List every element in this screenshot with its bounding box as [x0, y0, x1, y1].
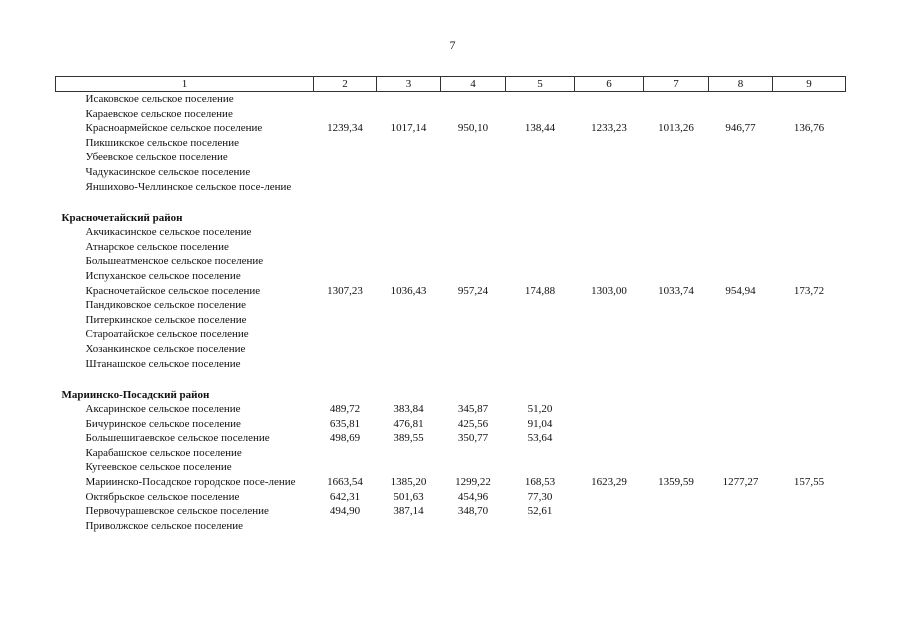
settlement-name: Староатайское сельское поселение [85, 328, 249, 341]
value-cell: 1623,29 [591, 476, 627, 489]
value-cell [314, 460, 377, 475]
value-cell [377, 136, 441, 151]
value-cell [644, 490, 709, 505]
value-cell [709, 165, 773, 180]
value-cell [377, 357, 441, 372]
value-cell [377, 446, 441, 461]
settlement-name: Красноармейское сельское поселение [85, 122, 263, 135]
district-row [56, 385, 846, 402]
settlement-name: Кугеевское сельское поселение [85, 461, 232, 474]
value-cell [773, 180, 846, 195]
value-cell: 1307,23 [327, 284, 363, 297]
value-cell [709, 357, 773, 372]
value-cell [314, 519, 377, 534]
value-cell [773, 225, 846, 240]
settlement-name: Приволжское сельское поселение [85, 519, 244, 532]
value-cell: 348,70 [457, 505, 489, 518]
value-cell: 1299,22 [455, 476, 491, 489]
value-cell: 53,64 [527, 432, 553, 445]
table-row [56, 475, 846, 490]
value-cell [644, 504, 709, 519]
value-cell [377, 313, 441, 328]
value-cell: 387,14 [393, 505, 424, 518]
value-cell: 1033,74 [658, 284, 694, 297]
value-cell [441, 254, 506, 269]
table-row [56, 165, 846, 180]
value-cell [314, 313, 377, 328]
table-row [56, 446, 846, 461]
table-row [56, 136, 846, 151]
value-cell: 168,53 [524, 476, 556, 489]
value-cell: 1359,59 [658, 476, 694, 489]
value-cell [575, 298, 644, 313]
value-cell [773, 92, 846, 107]
value-cell [441, 313, 506, 328]
value-cell [377, 460, 441, 475]
value-cell [441, 357, 506, 372]
value-cell [773, 490, 846, 505]
column-header: 7 [644, 77, 709, 92]
value-cell [709, 150, 773, 165]
value-cell [377, 107, 441, 122]
value-cell [575, 327, 644, 342]
value-cell [314, 269, 377, 284]
settlement-name: Аксаринское сельское поселение [85, 403, 241, 416]
table-row [56, 92, 846, 107]
table-row [56, 402, 846, 417]
value-cell: 173,72 [793, 284, 825, 297]
value-cell [644, 342, 709, 357]
value-cell [314, 225, 377, 240]
settlement-name: Чадукасинское сельское поселение [85, 165, 251, 178]
value-cell: 1385,20 [390, 476, 427, 489]
value-cell [644, 431, 709, 446]
value-cell [506, 180, 575, 195]
value-cell [773, 150, 846, 165]
value-cell [441, 165, 506, 180]
value-cell [506, 446, 575, 461]
table-row [56, 357, 846, 372]
column-header: 5 [506, 77, 575, 92]
value-cell [575, 431, 644, 446]
settlement-name: Пандиковское сельское поселение [85, 299, 246, 312]
value-cell [773, 240, 846, 255]
settlement-name: Питеркинское сельское поселение [85, 313, 247, 326]
value-cell [773, 269, 846, 284]
value-cell [709, 254, 773, 269]
spacer-row [56, 194, 846, 208]
value-cell: 476,81 [393, 417, 424, 430]
value-cell [644, 240, 709, 255]
value-cell: 1233,23 [591, 122, 627, 135]
table-row [56, 313, 846, 328]
settlement-name: Октябрьское сельское поселение [85, 490, 240, 503]
settlement-name: Большешигаевское сельское поселение [85, 432, 270, 445]
value-cell [506, 107, 575, 122]
table-row [56, 150, 846, 165]
table-body [56, 92, 846, 534]
value-cell [575, 150, 644, 165]
column-header: 3 [377, 77, 441, 92]
value-cell [575, 519, 644, 534]
value-cell [709, 519, 773, 534]
value-cell [314, 298, 377, 313]
value-cell [575, 342, 644, 357]
settlement-name: Штанашское сельское поселение [85, 357, 241, 370]
value-cell [773, 402, 846, 417]
value-cell [709, 92, 773, 107]
value-cell [575, 225, 644, 240]
column-header: 8 [709, 77, 773, 92]
table-row [56, 254, 846, 269]
value-cell [377, 298, 441, 313]
value-cell [441, 92, 506, 107]
value-cell: 501,63 [393, 490, 424, 503]
table-row [56, 417, 846, 432]
value-cell [441, 269, 506, 284]
value-cell [506, 150, 575, 165]
value-cell: 138,44 [524, 122, 556, 135]
value-cell [377, 240, 441, 255]
value-cell [773, 446, 846, 461]
value-cell: 174,88 [524, 284, 556, 297]
value-cell [709, 446, 773, 461]
table-row [56, 460, 846, 475]
value-cell [644, 150, 709, 165]
value-cell: 642,31 [329, 490, 361, 503]
value-cell [575, 92, 644, 107]
spacer-cell [56, 371, 846, 385]
value-cell [709, 313, 773, 328]
value-cell [773, 357, 846, 372]
value-cell [377, 519, 441, 534]
value-cell [377, 165, 441, 180]
table-row [56, 269, 846, 284]
value-cell [314, 357, 377, 372]
value-cell [506, 92, 575, 107]
value-cell: 1663,54 [327, 476, 363, 489]
value-cell [441, 519, 506, 534]
value-cell [377, 269, 441, 284]
value-cell [575, 269, 644, 284]
value-cell [575, 490, 644, 505]
value-cell [441, 225, 506, 240]
value-cell [644, 107, 709, 122]
settlement-name: Атнарское сельское поселение [85, 240, 229, 253]
spacer-row [56, 371, 846, 385]
value-cell: 950,10 [457, 122, 489, 135]
value-cell: 136,76 [793, 122, 825, 135]
table-row [56, 519, 846, 534]
table-row [56, 180, 846, 195]
value-cell: 345,87 [457, 403, 489, 416]
value-cell [377, 254, 441, 269]
settlement-name: Караевское сельское поселение [85, 107, 233, 120]
value-cell: 946,77 [725, 122, 756, 135]
value-cell [709, 180, 773, 195]
settlement-name: Исаковское сельское поселение [85, 93, 234, 105]
value-cell [506, 254, 575, 269]
value-cell: 954,94 [725, 284, 756, 297]
value-cell [506, 298, 575, 313]
value-cell [644, 357, 709, 372]
value-cell: 350,77 [457, 432, 489, 445]
value-cell [506, 269, 575, 284]
value-cell [506, 136, 575, 151]
value-cell: 1303,00 [591, 284, 627, 297]
value-cell [575, 446, 644, 461]
table-row [56, 284, 846, 299]
value-cell: 51,20 [527, 403, 553, 416]
value-cell: 425,56 [457, 417, 489, 430]
table-row [56, 240, 846, 255]
value-cell [773, 460, 846, 475]
header-row [56, 77, 846, 92]
value-cell [709, 327, 773, 342]
value-cell: 957,24 [457, 284, 489, 297]
value-cell [314, 342, 377, 357]
value-cell: 157,55 [793, 476, 825, 489]
value-cell [314, 254, 377, 269]
district-title: Красночетайский район [61, 211, 183, 224]
value-cell [644, 460, 709, 475]
value-cell [644, 92, 709, 107]
value-cell [575, 313, 644, 328]
table-row [56, 298, 846, 313]
value-cell [709, 240, 773, 255]
column-header: 9 [773, 77, 846, 92]
value-cell [506, 240, 575, 255]
value-cell [575, 165, 644, 180]
value-cell [314, 150, 377, 165]
value-cell: 1036,43 [390, 284, 427, 297]
value-cell: 494,90 [329, 505, 361, 518]
settlement-name: Бичуринское сельское поселение [85, 417, 241, 430]
table-row [56, 431, 846, 446]
table-row [56, 107, 846, 122]
value-cell [773, 313, 846, 328]
settlement-name: Акчикасинское сельское поселение [85, 226, 252, 239]
column-header: 4 [441, 77, 506, 92]
settlement-name: Мариинско-Посадское городское посе-ление [85, 476, 296, 489]
value-cell [506, 225, 575, 240]
value-cell [441, 136, 506, 151]
table-row [56, 225, 846, 240]
value-cell [575, 254, 644, 269]
settlement-name: Убеевское сельское поселение [85, 151, 228, 164]
column-header: 6 [575, 77, 644, 92]
value-cell [441, 327, 506, 342]
value-cell [644, 313, 709, 328]
value-cell: 1017,14 [390, 122, 427, 135]
value-cell [575, 107, 644, 122]
table-row [56, 342, 846, 357]
value-cell [575, 402, 644, 417]
value-cell [314, 165, 377, 180]
value-cell [377, 342, 441, 357]
column-header: 2 [314, 77, 377, 92]
value-cell [773, 431, 846, 446]
value-cell [709, 298, 773, 313]
value-cell [314, 240, 377, 255]
value-cell [314, 446, 377, 461]
settlement-name: Красночетайское сельское поселение [85, 284, 261, 297]
value-cell: 635,81 [329, 417, 361, 430]
value-cell [644, 269, 709, 284]
value-cell [773, 136, 846, 151]
value-cell [506, 357, 575, 372]
value-cell [506, 460, 575, 475]
value-cell: 52,61 [527, 505, 553, 518]
value-cell [575, 136, 644, 151]
value-cell [709, 460, 773, 475]
value-cell [644, 180, 709, 195]
table-header [56, 77, 846, 92]
value-cell [377, 225, 441, 240]
value-cell [575, 357, 644, 372]
page-number: 7 [449, 38, 456, 52]
value-cell [377, 180, 441, 195]
value-cell [644, 417, 709, 432]
value-cell [709, 342, 773, 357]
value-cell [773, 298, 846, 313]
value-cell [506, 519, 575, 534]
settlement-name: Первочурашевское сельское поселение [85, 505, 269, 518]
value-cell [709, 402, 773, 417]
table-row [56, 327, 846, 342]
value-cell [377, 150, 441, 165]
value-cell [773, 107, 846, 122]
value-cell [644, 225, 709, 240]
value-cell [709, 504, 773, 519]
value-cell [709, 136, 773, 151]
value-cell: 1013,26 [658, 122, 694, 135]
value-cell: 498,69 [329, 432, 361, 445]
value-cell [575, 504, 644, 519]
settlement-name: Яншихово-Челлинское сельское посе-ление [85, 180, 292, 193]
value-cell: 91,04 [527, 417, 553, 430]
value-cell: 77,30 [527, 490, 553, 503]
value-cell [575, 240, 644, 255]
value-cell [644, 446, 709, 461]
value-cell [441, 180, 506, 195]
district-row [56, 208, 846, 225]
settlement-name: Карабашское сельское поселение [85, 446, 242, 459]
value-cell [314, 136, 377, 151]
table-row [56, 490, 846, 505]
value-cell [314, 92, 377, 107]
value-cell [644, 519, 709, 534]
table-row [56, 504, 846, 519]
settlement-name: Пикшикское сельское поселение [85, 136, 239, 149]
value-cell [644, 254, 709, 269]
value-cell [314, 180, 377, 195]
value-cell [709, 417, 773, 432]
value-cell [377, 92, 441, 107]
value-cell: 454,96 [457, 490, 489, 503]
value-cell [773, 519, 846, 534]
value-cell [377, 327, 441, 342]
value-cell [441, 107, 506, 122]
column-header: 1 [56, 77, 314, 92]
value-cell [441, 298, 506, 313]
value-cell [709, 269, 773, 284]
value-cell [644, 298, 709, 313]
value-cell [644, 402, 709, 417]
value-cell [773, 342, 846, 357]
spacer-cell [56, 194, 846, 208]
value-cell [506, 342, 575, 357]
value-cell [441, 240, 506, 255]
settlement-name: Испуханское сельское поселение [85, 269, 241, 282]
value-cell: 1239,34 [327, 122, 363, 135]
value-cell [441, 460, 506, 475]
value-cell: 1277,27 [722, 476, 759, 489]
value-cell [314, 327, 377, 342]
value-cell [773, 327, 846, 342]
value-cell: 489,72 [329, 403, 361, 416]
value-cell [575, 460, 644, 475]
value-cell [575, 417, 644, 432]
value-cell [709, 225, 773, 240]
value-cell [506, 165, 575, 180]
data-table [55, 76, 846, 533]
value-cell: 389,55 [393, 432, 424, 445]
value-cell [644, 327, 709, 342]
value-cell [441, 150, 506, 165]
value-cell [709, 431, 773, 446]
value-cell [441, 342, 506, 357]
value-cell [644, 165, 709, 180]
value-cell: 383,84 [393, 403, 424, 416]
value-cell [314, 107, 377, 122]
settlement-name: Большеатменское сельское поселение [85, 255, 264, 268]
value-cell [773, 504, 846, 519]
value-cell [773, 417, 846, 432]
value-cell [709, 490, 773, 505]
value-cell [441, 446, 506, 461]
value-cell [644, 136, 709, 151]
district-title: Мариинско-Посадский район [61, 388, 210, 401]
value-cell [773, 165, 846, 180]
settlement-name: Хозанкинское сельское поселение [85, 342, 246, 355]
value-cell [709, 107, 773, 122]
value-cell [575, 180, 644, 195]
value-cell [506, 313, 575, 328]
value-cell [506, 327, 575, 342]
value-cell [773, 254, 846, 269]
table-row [56, 121, 846, 136]
